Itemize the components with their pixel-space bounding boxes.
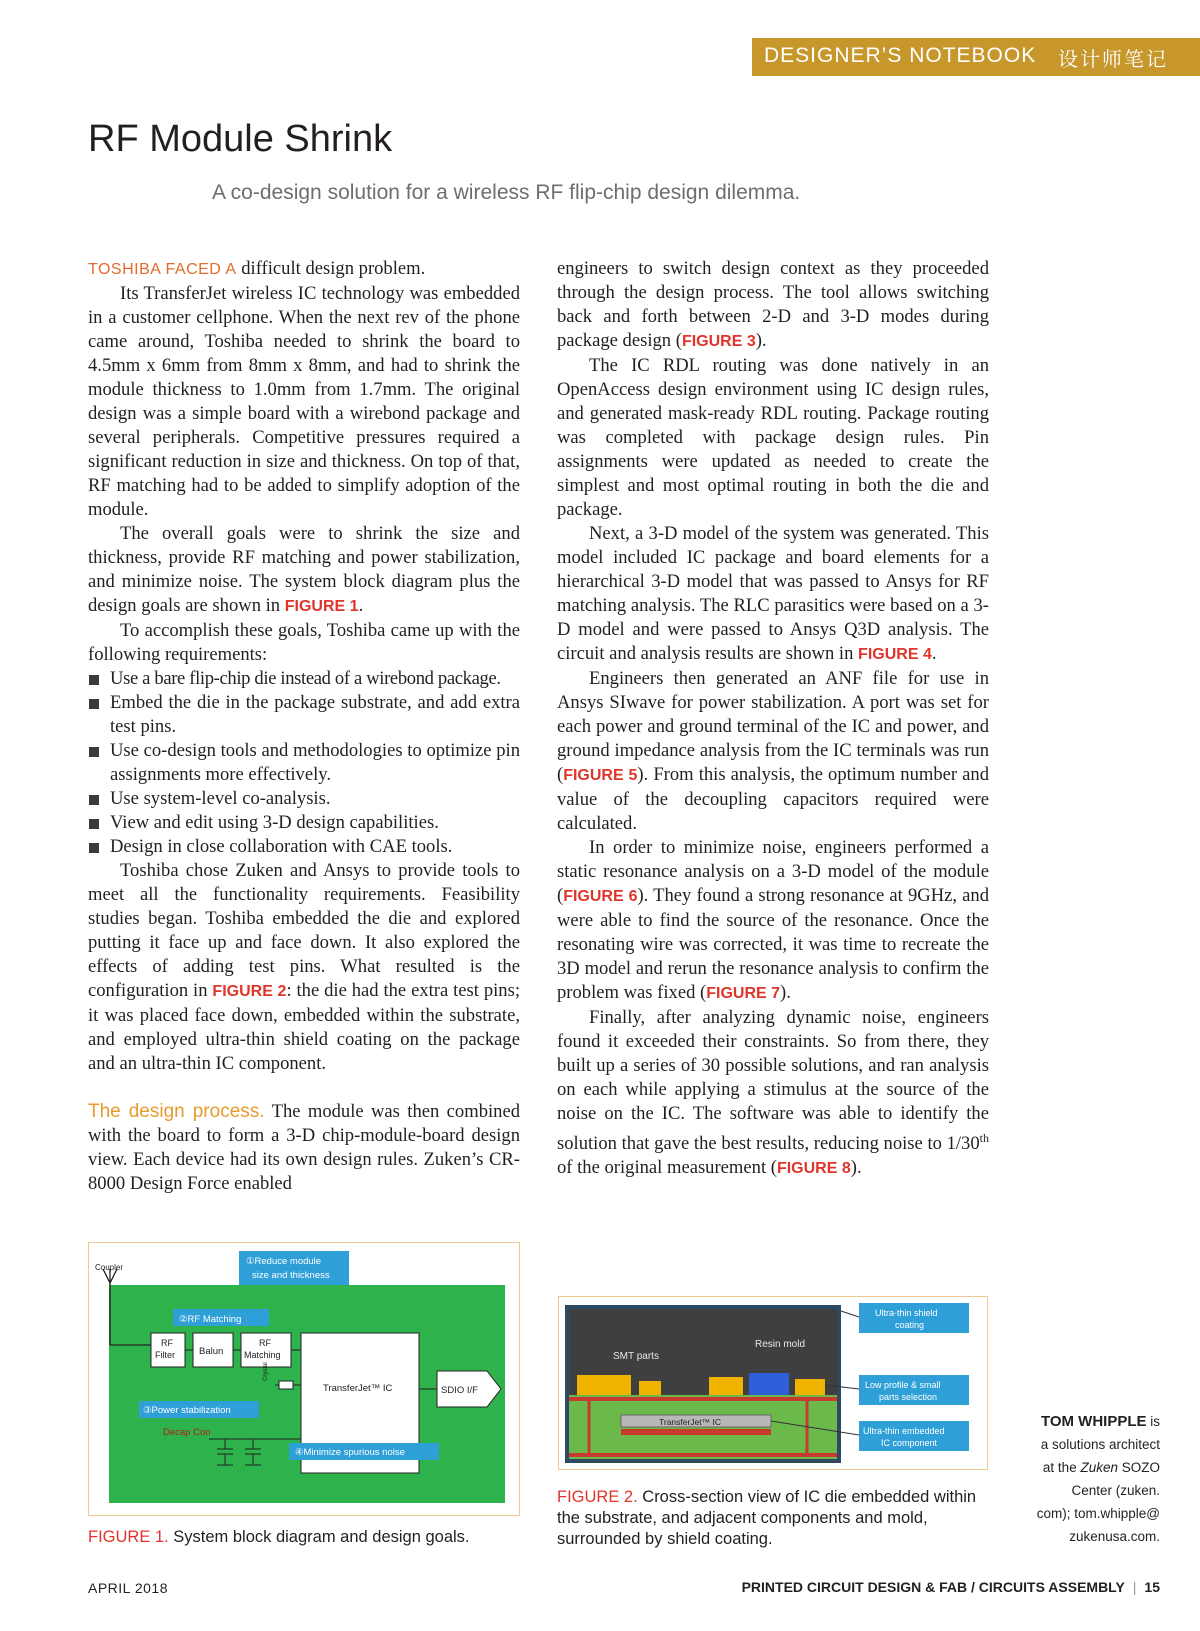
list-item: Use a bare flip-chip die instead of a wirebond package. <box>88 667 520 691</box>
paragraph-text: ). <box>755 330 767 351</box>
column-left <box>88 257 520 1196</box>
goal-reduce-label-1: ①Reduce module <box>246 1256 322 1267</box>
cross-section-svg <box>559 1297 987 1469</box>
paragraph <box>88 859 520 1076</box>
callout-shield-label-2: coating <box>895 1320 925 1330</box>
superscript: th <box>979 1131 989 1145</box>
transferjet-ic-label: TransferJet™ IC <box>323 1383 393 1394</box>
article-subtitle: A co-design solution for a wireless RF flip-chip design dilemma. <box>212 181 801 204</box>
paragraph <box>557 522 989 667</box>
ic-label: TransferJet™ IC <box>659 1417 722 1427</box>
section-label: DESIGNER’S NOTEBOOK <box>764 44 1037 67</box>
smt-component <box>577 1375 631 1395</box>
issue-date: APRIL 2018 <box>88 1580 168 1596</box>
author-name: TOM WHIPPLE <box>1040 1413 1147 1430</box>
requirements-list <box>88 667 520 859</box>
column-right <box>557 257 989 1181</box>
paragraph <box>88 257 520 282</box>
figure-1-caption <box>88 1527 528 1548</box>
bio-line <box>1010 1410 1160 1433</box>
list-item: Use co-design tools and methodologies to optimize pin assignments more effectively. <box>88 739 520 787</box>
figure-link[interactable]: FIGURE 7 <box>706 985 781 1002</box>
paragraph-text: : the die had the extra test pins; it was placed face down, embedded within the substrate, and employed ultra-thin shield coating on the package and an ultra-thin IC component. <box>88 980 520 1074</box>
smt-component <box>749 1373 789 1395</box>
paragraph-text: In order to minimize noise, engineers performed a static resonance analysis on a 3-D model of the module ( <box>557 837 989 906</box>
paragraph <box>88 1100 520 1196</box>
crystal-label: Crystal <box>263 1362 269 1381</box>
paragraph-text: ). <box>780 982 791 1003</box>
paragraph-text: ). From this analysis, the optimum number and value of the decoupling capacitors required were calculated. <box>557 764 989 834</box>
callout-parts-label-2: parts selection <box>879 1392 938 1402</box>
paragraph-text: ). <box>850 1157 862 1179</box>
list-item: Design in close collaboration with CAE tools. <box>88 835 520 859</box>
bio-line[interactable]: zukenusa.com. <box>1069 1529 1160 1544</box>
paragraph-text: difficult design problem. <box>236 258 426 279</box>
paragraph-text: engineers to switch design context as they proceeded through the design process. The tool allows switching back and forth between 2-D and 3-D modes during package design ( <box>557 258 989 351</box>
company-name: Zuken <box>1080 1460 1118 1475</box>
callout-ic-label-2: IC component <box>881 1438 938 1448</box>
paragraph <box>557 667 989 836</box>
resin-label: Resin mold <box>755 1339 806 1350</box>
figure-2-cross-section <box>558 1296 988 1470</box>
list-item: Embed the die in the package substrate, and add extra test pins. <box>88 691 520 739</box>
paragraph-text: Finally, after analyzing dynamic noise, engineers found it exceeded their constraints. So from there, they built up a series of 30 possible solutions, and ran analysis on each while applying a stimulus at the source of the noise on the IC. The software was able to identify the solution that gave the best results, reducing noise to 1/30 <box>557 1007 989 1155</box>
article-title: RF Module Shrink <box>88 118 393 160</box>
paragraph <box>557 1006 989 1181</box>
coupler-label: Coupler <box>95 1263 124 1272</box>
bio-line[interactable]: com); tom.whipple@ <box>1036 1506 1160 1521</box>
publication-footer <box>742 1579 1160 1595</box>
bump-layer <box>621 1429 771 1435</box>
paragraph-text: The module was then combined with the board to form a 3-D chip-module-board design view. Each device had its own design rules. Zuken’s CR-8000 Design Force enabled <box>88 1101 520 1194</box>
callout-parts-label-1: Low profile & small <box>865 1380 941 1390</box>
callout-arrow <box>841 1311 859 1317</box>
figure-1-block-diagram <box>88 1242 520 1516</box>
paragraph <box>557 257 989 354</box>
smt-component <box>795 1379 825 1395</box>
figure-link[interactable]: FIGURE 4 <box>858 646 932 663</box>
caption-text: Cross-section view of IC die embedded within the substrate, and adjacent components and mold, surrounded by shield coating. <box>557 1488 977 1548</box>
figure-link[interactable]: FIGURE 6 <box>563 888 638 905</box>
figure-link[interactable]: FIGURE 2 <box>212 983 287 1000</box>
paragraph <box>557 836 989 1006</box>
figure-2-caption <box>557 1487 977 1550</box>
author-bio <box>1010 1410 1160 1548</box>
goal-rf-label: ②RF Matching <box>179 1314 242 1325</box>
bio-line: a solutions architect <box>1040 1437 1160 1452</box>
rf-filter-label-2: Filter <box>155 1350 175 1360</box>
figure-link[interactable]: FIGURE 5 <box>563 767 638 784</box>
caption-text: System block diagram and design goals. <box>168 1528 470 1546</box>
copper-layer <box>569 1397 837 1401</box>
sdio-label: SDIO I/F <box>441 1385 478 1396</box>
bio-text: is <box>1146 1414 1160 1429</box>
rf-matching-label-1: RF <box>259 1338 271 1348</box>
bio-line[interactable]: Center (zuken. <box>1071 1483 1160 1498</box>
paragraph <box>88 522 520 619</box>
bio-line <box>1010 1456 1160 1479</box>
bio-text: at the <box>1042 1460 1081 1475</box>
block-diagram-svg <box>89 1243 519 1515</box>
paragraph-text: . <box>358 595 364 616</box>
goal-power-label: ③Power stabilization <box>143 1405 231 1416</box>
callout-shield-label-1: Ultra-thin shield <box>875 1308 938 1318</box>
balun-label: Balun <box>199 1346 224 1357</box>
figure-link[interactable]: FIGURE 3 <box>681 333 756 350</box>
paragraph-text: The overall goals were to shrink the size and thickness, provide RF matching and power stabilization, and minimize noise. The system block diagram plus the design goals are shown in <box>88 523 520 616</box>
smt-component <box>709 1377 743 1395</box>
lead-kicker: TOSHIBA FACED A <box>88 261 237 278</box>
rf-matching-label-2: Matching <box>244 1350 281 1360</box>
page-number: 15 <box>1144 1579 1160 1595</box>
paragraph-text: of the original measurement ( <box>557 1157 777 1179</box>
caption-label: FIGURE 1. <box>88 1528 169 1546</box>
paragraph: To accomplish these goals, Toshiba came up with the following requirements: <box>88 620 520 665</box>
rf-filter-label-1: RF <box>161 1338 173 1348</box>
callout-ic-label-1: Ultra-thin embedded <box>863 1426 945 1436</box>
copper-layer <box>569 1453 837 1457</box>
paragraph-text: ). They found a strong resonance at 9GHz, and were able to find the source of the resonance. Once the resonating wire was corrected, it was time to recreate the 3D model and rerun the resonance analysis to confirm the problem was fixed ( <box>557 885 989 1003</box>
footer-divider: | <box>1132 1579 1137 1595</box>
decap-label: Decap Con <box>163 1427 211 1438</box>
paragraph-text: Toshiba chose Zuken and Ansys to provide tools to meet all the functionality requirements. Feasibility studies began. Toshiba embedded the die and explored putting it face up and face down. It also explored the effects of adding test pins. What resulted is the configuration in <box>88 860 520 1001</box>
smt-component <box>639 1381 661 1395</box>
paragraph-text: Next, a 3-D model of the system was generated. This model included IC package and board elements for a hierarchical 3-D model that was passed to Ansys for RF matching analysis. The RLC parasitics were based on a 3-D model and were passed to Ansys Q3D analysis. The circuit and analysis results are shown in <box>557 523 989 664</box>
bio-text: SOZO <box>1117 1460 1160 1475</box>
list-item: Use system-level co-analysis. <box>88 787 520 811</box>
paragraph: Its TransferJet wireless IC technology was embedded in a customer cellphone. When the next rev of the phone came around, Toshiba needed to shrink the board to 4.5mm x 6mm from 8mm x 8mm, and had to shrink the module thickness to 1.0mm from 1.7mm. The original design was a simple board with a wirebond package and several peripherals. Competitive pressures required a significant reduction in size and thickness. On top of that, RF matching had to be added to simplify adoption of the module. <box>88 283 520 520</box>
section-banner <box>752 38 1200 76</box>
section-label-chinese: 设计师笔记 <box>1058 47 1168 71</box>
paragraph-text: Engineers then generated an ANF file for use in Ansys SIwave for power stabilization. A port was set for each power and ground terminal of the IC and power, and ground impedance analysis from the IC terminals was run ( <box>557 668 989 785</box>
section-heading: The design process. <box>88 1101 265 1122</box>
smt-label: SMT parts <box>613 1351 659 1362</box>
goal-reduce-label-2: size and thickness <box>252 1270 330 1281</box>
figure-link[interactable]: FIGURE 1 <box>284 598 359 615</box>
list-item: View and edit using 3-D design capabilities. <box>88 811 520 835</box>
paragraph-text: . <box>931 643 937 664</box>
figure-link[interactable]: FIGURE 8 <box>776 1160 851 1178</box>
publication-name: PRINTED CIRCUIT DESIGN & FAB / CIRCUITS ASSEMBLY <box>741 1579 1125 1595</box>
caption-label: FIGURE 2. <box>557 1488 638 1506</box>
goal-noise-label: ④Minimize spurious noise <box>295 1447 405 1458</box>
paragraph: The IC RDL routing was done natively in an OpenAccess design environment using IC design rules, and generated mask-ready RDL routing. Package routing was completed with package design rules. Pin assignments were updated as needed to create the simplest and most optimal routing in both the die and package. <box>557 355 989 520</box>
